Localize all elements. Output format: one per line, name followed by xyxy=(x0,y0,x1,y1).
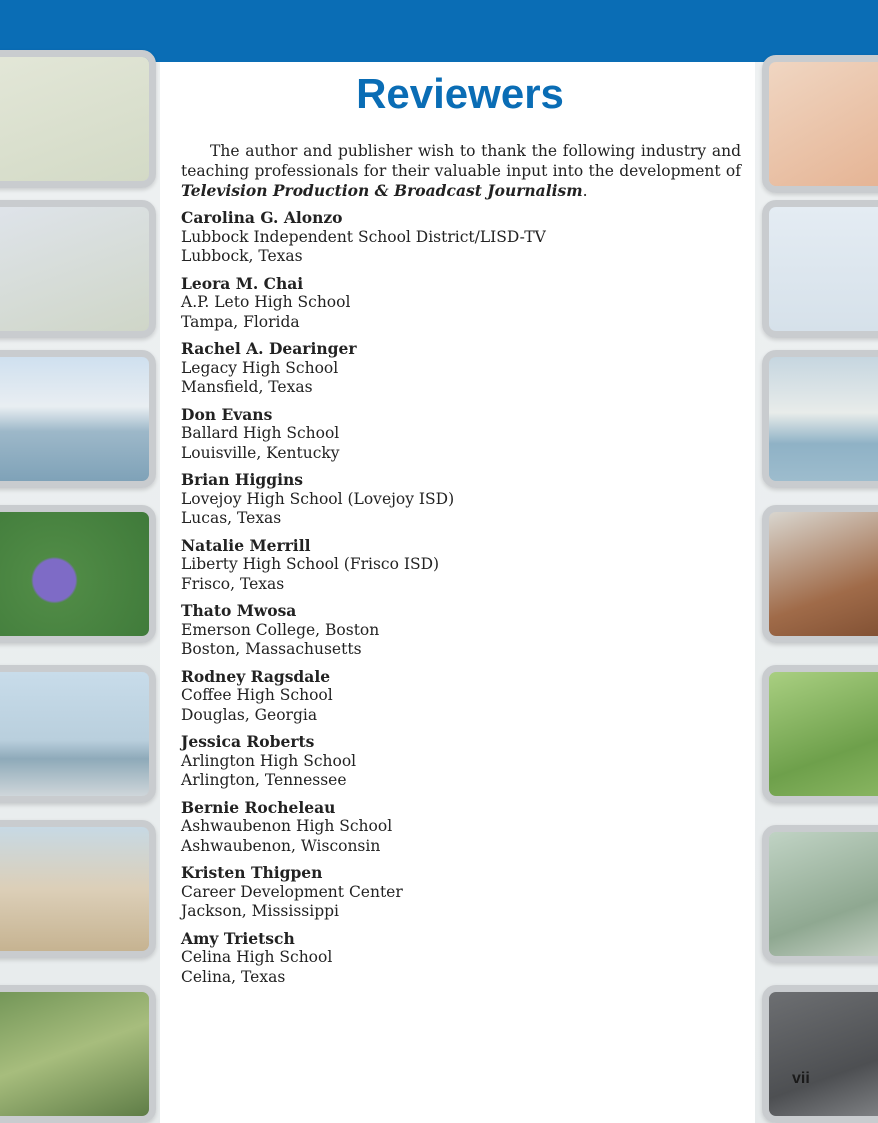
reviewer-name: Bernie Rocheleau xyxy=(181,797,336,817)
left-photo-frame xyxy=(0,505,156,643)
reviewer-entry xyxy=(181,470,741,529)
reviewer-location: Ashwaubenon, Wisconsin xyxy=(181,836,381,855)
reviewer-name: Leora M. Chai xyxy=(181,273,304,293)
seagull-photo xyxy=(0,672,149,796)
reviewer-organization: Ashwaubenon High School xyxy=(181,817,393,835)
reviewer-organization: Ballard High School xyxy=(181,424,340,442)
flower-photo xyxy=(0,57,149,181)
book-title: Television Production & Broadcast Journalism xyxy=(181,181,583,200)
morning-glory-photo xyxy=(0,512,149,636)
right-photo-frame xyxy=(762,825,878,963)
reviewer-name: Carolina G. Alonzo xyxy=(181,208,343,227)
horse-photo xyxy=(769,512,878,636)
reviewer-name: Thato Mwosa xyxy=(181,601,297,620)
reviewer-entry xyxy=(181,667,741,726)
right-photo-frame xyxy=(762,200,878,338)
reviewer-location: Tampa, Florida xyxy=(181,312,300,331)
reviewer-location: Lucas, Texas xyxy=(181,509,282,527)
ruins-photo xyxy=(0,827,149,951)
sky-photo xyxy=(769,207,878,331)
reviewer-name: Rachel A. Dearinger xyxy=(181,339,357,358)
right-photo-frame xyxy=(762,505,878,643)
reviewer-entry xyxy=(181,208,741,267)
reviewer-name: Jessica Roberts xyxy=(181,732,315,751)
reviewer-location: Douglas, Georgia xyxy=(181,705,318,724)
reviewer-name: Natalie Merrill xyxy=(181,535,311,555)
reviewer-organization: Legacy High School xyxy=(181,358,339,377)
reviewer-entry xyxy=(181,732,741,791)
left-photo-frame xyxy=(0,985,156,1123)
harbor-photo xyxy=(0,357,149,481)
reviewer-name: Don Evans xyxy=(181,404,273,424)
left-photo-frame xyxy=(0,665,156,803)
right-photo-frame xyxy=(762,55,878,193)
reviewer-organization: Liberty High School (Frisco ISD) xyxy=(181,555,440,573)
reviewer-location: Boston, Massachusetts xyxy=(181,640,362,658)
reviewer-list xyxy=(181,208,741,994)
right-photo-frame xyxy=(762,985,878,1123)
reviewer-location: Lubbock, Texas xyxy=(181,247,303,265)
reviewer-entry xyxy=(181,405,741,464)
reviewer-entry xyxy=(181,929,741,988)
reviewer-name: Kristen Thigpen xyxy=(181,863,323,882)
reviewer-location: Louisville, Kentucky xyxy=(181,443,340,462)
reviewer-organization: Emerson College, Boston xyxy=(181,620,380,639)
reviewer-organization: Career Development Center xyxy=(181,882,403,901)
reviewer-location: Frisco, Texas xyxy=(181,574,285,593)
reviewer-organization: Coffee High School xyxy=(181,686,333,704)
page-title: Reviewers xyxy=(356,70,564,117)
reviewer-organization: A.P. Leto High School xyxy=(181,293,351,311)
reviewer-location: Mansfield, Texas xyxy=(181,378,313,396)
reviewer-name: Rodney Ragsdale xyxy=(181,666,331,686)
lake-house-photo xyxy=(769,357,878,481)
reviewer-entry xyxy=(181,601,741,660)
leaves-photo xyxy=(0,992,149,1116)
reviewer-name: Amy Trietsch xyxy=(181,928,295,948)
reviewer-organization: Lubbock Independent School District/LISD-TV xyxy=(181,227,546,246)
dashboard-photo xyxy=(769,992,878,1116)
right-photo-frame xyxy=(762,350,878,488)
reviewer-organization: Celina High School xyxy=(181,948,333,966)
reviewer-location: Arlington, Tennessee xyxy=(181,771,347,789)
reviewer-entry xyxy=(181,536,741,595)
reviewer-location: Celina, Texas xyxy=(181,967,286,986)
left-photo-frame xyxy=(0,820,156,958)
reviewer-organization: Arlington High School xyxy=(181,751,357,770)
right-photo-frame xyxy=(762,665,878,803)
page-number: vii xyxy=(792,1070,810,1087)
left-photo-frame xyxy=(0,350,156,488)
left-photo-frame xyxy=(0,50,156,188)
intro-paragraph xyxy=(181,142,741,202)
pumpkin-photo xyxy=(769,62,878,186)
grass-photo xyxy=(769,672,878,796)
reviewer-entry xyxy=(181,863,741,922)
butterfly-photo xyxy=(0,207,149,331)
intro-end: . xyxy=(582,182,588,200)
intro-text: The author and publisher wish to thank the following industry and teaching professionals for their valuable input into the development of xyxy=(181,142,741,180)
left-photo-frame xyxy=(0,200,156,338)
reviewer-name: Brian Higgins xyxy=(181,470,303,489)
reviewer-organization: Lovejoy High School (Lovejoy ISD) xyxy=(181,489,455,508)
reviewer-entry xyxy=(181,339,741,398)
reviewer-entry xyxy=(181,798,741,857)
reviewer-entry xyxy=(181,274,741,333)
reviewer-location: Jackson, Mississippi xyxy=(181,902,340,920)
stream-photo xyxy=(769,832,878,956)
